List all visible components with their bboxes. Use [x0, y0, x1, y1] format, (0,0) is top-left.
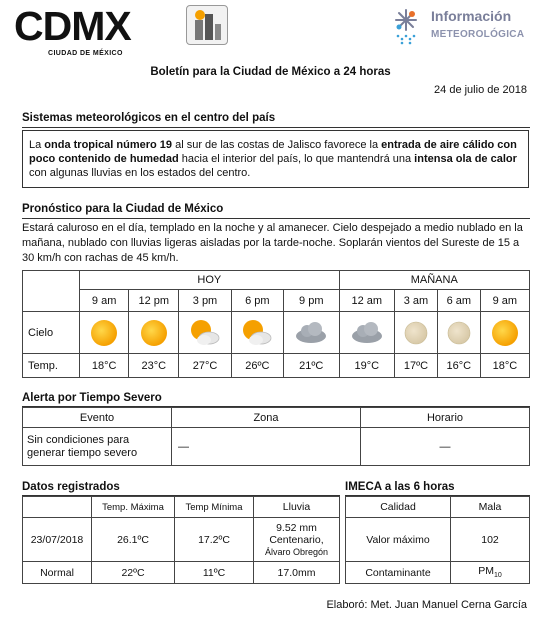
forecast-sky-cell-3	[231, 312, 283, 354]
forecast-temp-8: 18°C	[480, 354, 529, 378]
forecast-divider	[22, 218, 530, 219]
sun-icon	[481, 318, 529, 348]
forecast-text: Estará caluroso en el día, templado en la noche y al amanecer. Cielo despejado a medio nublado en la mañana, nublado con lluvias ligeras aisladas por la tarde-noche. Soplarán vientos del Sureste de 15 a 30 km/h con rachas de 45 km/h.	[22, 222, 523, 264]
records-row-min: 17.2ºC	[175, 518, 254, 562]
sun-cloud-icon	[179, 318, 230, 348]
forecast-temp-2: 27°C	[179, 354, 231, 378]
records-table	[22, 496, 340, 584]
imeca-pollutant-value	[451, 562, 530, 584]
alert-header-zone: Zona	[172, 408, 361, 428]
systems-section-title: Sistemas meteorológicos en el centro del país	[22, 112, 276, 124]
forecast-sky-cell-1	[129, 312, 179, 354]
systems-text: La	[29, 139, 45, 151]
alert-zone-cell: —	[172, 428, 361, 466]
alert-schedule-cell: —	[361, 428, 530, 466]
forecast-hour-2: 3 pm	[179, 290, 231, 312]
forecast-temp-1: 23°C	[129, 354, 179, 378]
records-normal-label: Normal	[23, 562, 92, 584]
forecast-hour-0: 9 am	[80, 290, 129, 312]
systems-text: con algunas lluvias en los estados del centro.	[29, 167, 251, 179]
records-header-empty	[23, 497, 92, 518]
info-logo-subtitle: METEOROLÓGICA	[431, 29, 525, 40]
forecast-hour-7: 6 am	[437, 290, 480, 312]
records-row-date: 23/07/2018	[23, 518, 92, 562]
forecast-temp-6: 17ºC	[395, 354, 438, 378]
imeca-max-label: Valor máximo	[346, 518, 451, 562]
sun-icon	[80, 318, 128, 348]
forecast-sky-cell-5	[339, 312, 395, 354]
forecast-hour-8: 9 am	[480, 290, 529, 312]
forecast-sky-cell-6	[395, 312, 438, 354]
rain-value: 9.52 mm	[276, 521, 317, 534]
forecast-temp-5: 19°C	[339, 354, 395, 378]
sun-cloud-icon	[232, 318, 283, 348]
moon-icon	[438, 320, 480, 346]
alert-header-schedule: Horario	[361, 408, 530, 428]
imeca-max-value: 102	[451, 518, 530, 562]
bulletin-date: 24 de julio de 2018	[434, 84, 527, 96]
imeca-quality-label: Calidad	[346, 497, 451, 518]
alert-section-title: Alerta por Tiempo Severo	[22, 392, 162, 404]
building-logo-icon	[186, 5, 228, 45]
alert-event-cell: Sin condiciones para generar tiempo severo	[23, 428, 172, 466]
temp-row-label: Temp.	[23, 354, 80, 378]
rain-station-borough: Álvaro Obregón	[264, 546, 329, 557]
systems-text-bold: entrada de aire cálido con poco contenido de humedad	[29, 139, 517, 165]
sky-row-label: Cielo	[23, 312, 80, 354]
records-row-rain	[254, 518, 340, 562]
forecast-sky-cell-8	[480, 312, 529, 354]
systems-text-box	[22, 130, 529, 188]
cdmx-logo: CDMX	[14, 3, 131, 49]
records-row-max: 26.1ºC	[92, 518, 175, 562]
forecast-temp-0: 18°C	[80, 354, 129, 378]
meteorological-logo-icon	[392, 6, 420, 46]
forecast-hour-1: 12 pm	[129, 290, 179, 312]
forecast-table	[22, 270, 530, 378]
forecast-sky-cell-2	[179, 312, 231, 354]
forecast-hour-3: 6 pm	[231, 290, 283, 312]
forecast-temp-4: 21ºC	[284, 354, 340, 378]
info-logo-title: Información	[431, 8, 512, 24]
systems-text-bold: onda tropical número 19	[44, 139, 173, 151]
forecast-sky-cell-4	[284, 312, 340, 354]
records-normal-max: 22ºC	[92, 562, 175, 584]
records-section-title: Datos registrados	[22, 481, 120, 493]
pollutant-subscript: 10	[493, 572, 502, 580]
forecast-sky-cell-0	[80, 312, 129, 354]
forecast-section-title: Pronóstico para la Ciudad de México	[22, 203, 224, 215]
records-normal-rain: 17.0mm	[254, 562, 340, 584]
rain-station: Centenario,	[269, 533, 324, 546]
moon-icon	[395, 320, 437, 346]
alert-table	[22, 407, 530, 466]
systems-text: hacia el interior del país, lo que mantendrá una	[178, 153, 415, 165]
bulletin-title: Boletín para la Ciudad de México a 24 horas	[150, 66, 391, 78]
sun-icon	[129, 318, 178, 348]
records-header-max: Temp. Máxima	[92, 497, 175, 518]
forecast-corner-cell	[23, 271, 80, 312]
tomorrow-header: MAÑANA	[339, 271, 529, 290]
pollutant-name: PM	[478, 565, 494, 578]
systems-text-bold: intensa ola de calor	[414, 153, 517, 165]
forecast-hour-5: 12 am	[339, 290, 395, 312]
imeca-table	[345, 496, 530, 584]
today-header: HOY	[80, 271, 339, 290]
systems-text: al sur de las costas de Jalisco favorece la	[172, 139, 382, 151]
imeca-pollutant-label: Contaminante	[346, 562, 451, 584]
cdmx-logo-subtitle: CIUDAD DE MÉXICO	[48, 50, 123, 57]
records-header-rain: Lluvia	[254, 497, 340, 518]
imeca-quality-value: Mala	[451, 497, 530, 518]
records-normal-min: 11ºC	[175, 562, 254, 584]
forecast-hour-6: 3 am	[395, 290, 438, 312]
cloud-icon	[284, 320, 339, 346]
imeca-section-title: IMECA a las 6 horas	[345, 481, 455, 493]
systems-divider	[22, 127, 530, 128]
forecast-hour-4: 9 pm	[284, 290, 340, 312]
forecast-temp-7: 16°C	[437, 354, 480, 378]
author-credit: Elaboró: Met. Juan Manuel Cerna García	[326, 599, 527, 611]
records-header-min: Temp Mínima	[175, 497, 254, 518]
forecast-temp-3: 26ºC	[231, 354, 283, 378]
forecast-sky-cell-7	[437, 312, 480, 354]
alert-header-event: Evento	[23, 408, 172, 428]
cloud-icon	[340, 320, 395, 346]
